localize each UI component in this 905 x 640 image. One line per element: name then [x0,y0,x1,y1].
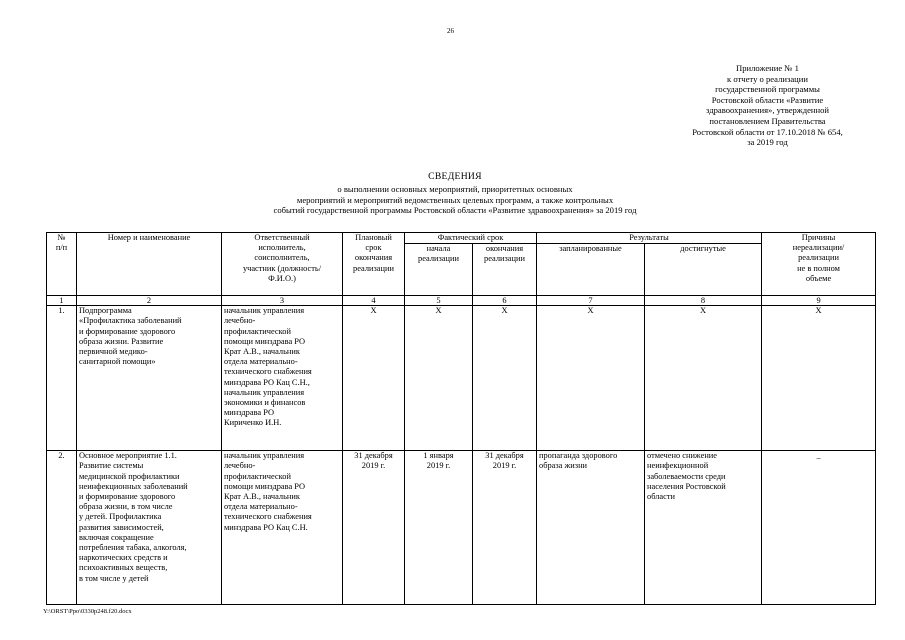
header-planned: Плановый срок окончания реализации [343,233,405,296]
row-results-planned: пропаганда здорового образа жизни [537,451,645,605]
header-responsible: Ответственный исполнитель, соисполнитель, участник (должность/ Ф.И.О.) [222,233,343,296]
column-number: 4 [343,296,405,306]
row-reasons: Х [762,306,876,451]
appendix-line: Ростовской области от 17.10.2018 № 654, [692,126,843,137]
row-name: Основное мероприятие 1.1. Развитие системы медицинской профилактики неинфекционных заболеваний и формирование здорового образа жизни, в том числе у детей. Профилактика развития зависимостей, включая сокращение потребления табака, алкоголя, наркотических средств и психоактивных веществ, в том числе у детей [77,451,222,605]
row-results-achieved: отмечено снижение неинфекционной заболеваемости среди населения Ростовской области [645,451,762,605]
row-number: 2. [47,451,77,605]
appendix-line: Ростовской области «Развитие [711,94,824,105]
row-actual-start: 1 января 2019 г. [405,451,473,605]
row-reasons: _ [762,451,876,605]
table-row [47,451,876,605]
appendix-line: к отчету о реализации [727,73,808,84]
row-actual-start: Х [405,306,473,451]
header-row [47,233,876,244]
document-subtitle: о выполнении основных мероприятий, приоритетных основных мероприятий и мероприятий ведомственных целевых программ, а также контрольных событий государственной программы Ростовской области «Развитие здравоохранения» за 2019 год [273,183,637,216]
document-heading [175,172,735,216]
header-results-group: Результаты [537,233,762,244]
column-number: 7 [537,296,645,306]
row-actual-end: 31 декабря 2019 г. [473,451,537,605]
row-planned-end: 31 декабря 2019 г. [343,451,405,605]
column-number: 3 [222,296,343,306]
report-table [46,232,876,605]
header-actual-end: окончания реализации [473,244,537,296]
appendix-note [660,63,875,148]
row-name: Подпрограмма «Профилактика заболеваний и формирование здорового образа жизни. Развитие первичной медико- санитарной помощи» [77,306,222,451]
column-number: 8 [645,296,762,306]
column-number: 9 [762,296,876,306]
row-results-achieved: Х [645,306,762,451]
file-path-footer: Y:\ORST\Ppo\0330p248.f20.docx [43,608,132,615]
row-planned-end: Х [343,306,405,451]
header-num: № п/п [47,233,77,296]
page-number: 26 [447,27,454,35]
column-number: 6 [473,296,537,306]
header-name: Номер и наименование [77,233,222,296]
appendix-line: Приложение № 1 [736,63,799,73]
column-number: 5 [405,296,473,306]
header-results-achieved: достигнутые [645,244,762,296]
row-actual-end: Х [473,306,537,451]
appendix-line: постановлением Правительства [709,115,826,126]
row-number: 1. [47,306,77,451]
header-results-planned: запланированные [537,244,645,296]
row-responsible: начальник управления лечебно- профилактической помощи минздрава РО Крат А.В., начальник отдела материально- технического снабжения минздрава РО Кац С.Н. [222,451,343,605]
column-number-row [47,296,876,306]
header-actual-group: Фактический срок [405,233,537,244]
appendix-line: государственной программы [715,84,820,95]
document-title: СВЕДЕНИЯ [428,171,482,182]
row-results-planned: Х [537,306,645,451]
header-reasons: Причины нереализации/ реализации не в полном объеме [762,233,876,296]
row-responsible: начальник управления лечебно- профилактической помощи минздрава РО Крат А.В., начальник отдела материально- технического снабжения минздрава РО Кац С.Н., начальник управления экономики и финансов минздрава РО Кириченко И.Н. [222,306,343,451]
column-number: 1 [47,296,77,306]
column-number: 2 [77,296,222,306]
header-actual-start: начала реализации [405,244,473,296]
appendix-line: за 2019 год [747,137,788,148]
appendix-line: здравоохранения», утвержденной [705,105,830,116]
table-row [47,306,876,451]
